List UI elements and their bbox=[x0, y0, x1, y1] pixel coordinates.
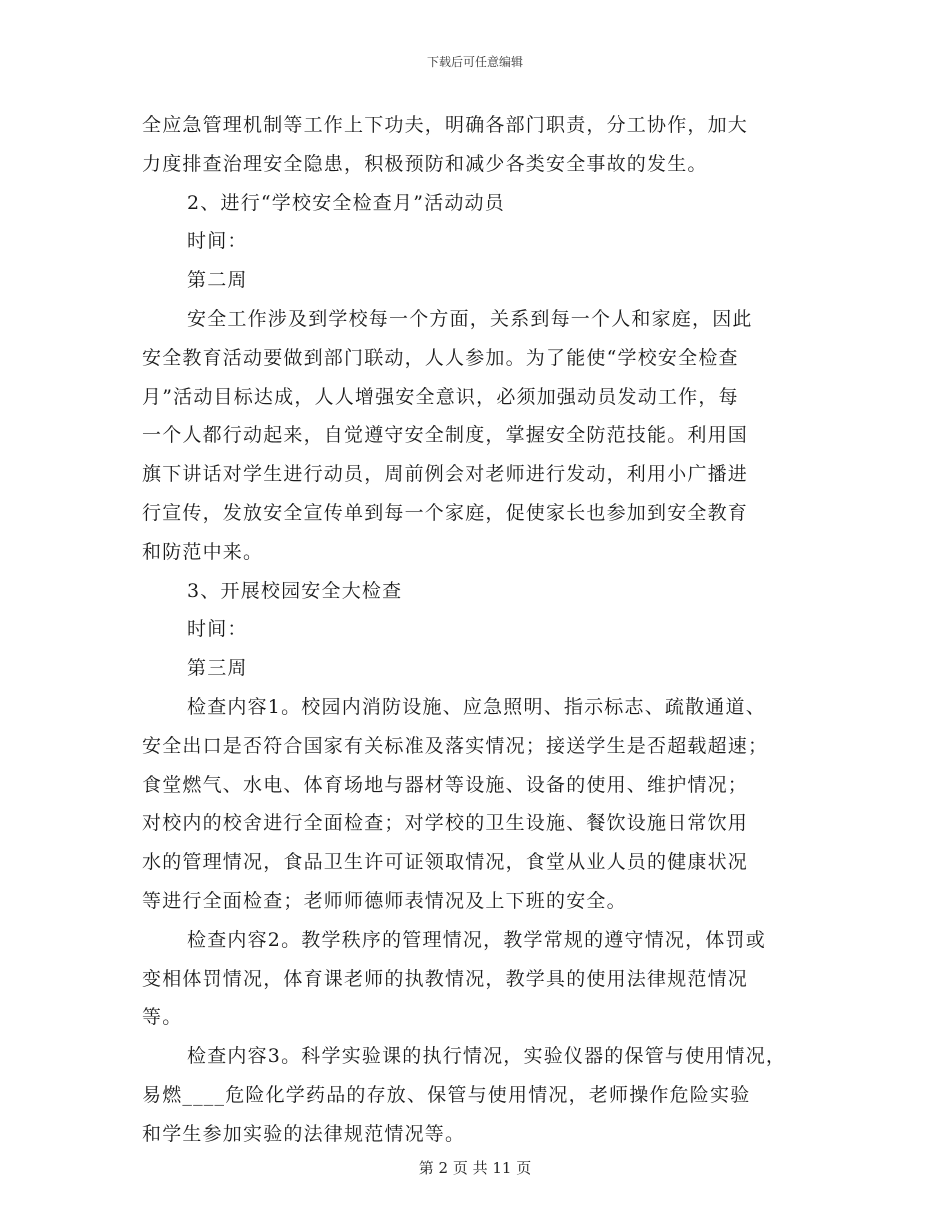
page-header-note: 下载后可任意编辑 bbox=[426, 55, 523, 69]
text-line: 水的管理情况，食品卫生许可证领取情况，食堂从业人员的健康状况 bbox=[142, 851, 749, 874]
text-line: 第三周 bbox=[187, 657, 248, 680]
page-number-footer: 第 2 页 共 11 页 bbox=[418, 1159, 532, 1177]
document-body bbox=[142, 106, 822, 1154]
text-line: 旗下讲话对学生进行动员，周前例会对老师进行发动，利用小广播进 bbox=[142, 463, 749, 486]
text-line: 时间： bbox=[187, 230, 248, 253]
text-line: 等进行全面检查；老师师德师表情况及上下班的安全。 bbox=[142, 889, 627, 912]
text-line: 2、进行“学校安全检查月”活动动员 bbox=[187, 191, 505, 214]
text-line: 检查内容3。科学实验课的执行情况，实验仪器的保管与使用情况， bbox=[187, 1045, 787, 1068]
text-line: 行宣传，发放安全宣传单到每一个家庭，促使家长也参加到安全教育 bbox=[142, 501, 749, 524]
text-line: 3、开展校园安全大检查 bbox=[187, 579, 403, 602]
text-line: 一个人都行动起来，自觉遵守安全制度，掌握安全防范技能。利用国 bbox=[142, 424, 749, 447]
text-line: 检查内容2。教学秩序的管理情况，教学常规的遵守情况，体罚或 bbox=[187, 928, 766, 951]
text-line: 全应急管理机制等工作上下功夫，明确各部门职责，分工协作，加大 bbox=[142, 114, 749, 136]
text-line: 对校内的校舍进行全面检查；对学校的卫生设施、餐饮设施日常饮用 bbox=[142, 812, 749, 835]
text-line: 和学生参加实验的法律规范情况等。 bbox=[142, 1122, 466, 1145]
text-line: 力度排查治理安全隐患，积极预防和减少各类安全事故的发生。 bbox=[142, 152, 708, 175]
text-line: 月”活动目标达成，人人增强安全意识，必须加强动员发动工作，每 bbox=[142, 385, 739, 408]
text-line: 易燃____危险化学药品的存放、保管与使用情况，老师操作危险实验 bbox=[142, 1083, 751, 1106]
text-line: 等。 bbox=[142, 1006, 183, 1029]
text-line: 第二周 bbox=[187, 269, 248, 292]
text-line: 安全教育活动要做到部门联动，人人参加。为了能使“学校安全检查 bbox=[142, 346, 739, 369]
text-line: 食堂燃气、水电、体育场地与器材等设施、设备的使用、维护情况； bbox=[142, 773, 749, 796]
text-line: 变相体罚情况，体育课老师的执教情况，教学具的使用法律规范情况 bbox=[142, 967, 749, 990]
text-line: 时间： bbox=[187, 618, 248, 641]
text-line: 检查内容1。校园内消防设施、应急照明、指示标志、疏散通道、 bbox=[187, 695, 766, 718]
text-line: 安全工作涉及到学校每一个方面，关系到每一个人和家庭，因此 bbox=[187, 307, 753, 330]
text-line: 和防范中来。 bbox=[142, 540, 264, 563]
text-line: 安全出口是否符合国家有关标准及落实情况；接送学生是否超载超速； bbox=[142, 734, 769, 757]
